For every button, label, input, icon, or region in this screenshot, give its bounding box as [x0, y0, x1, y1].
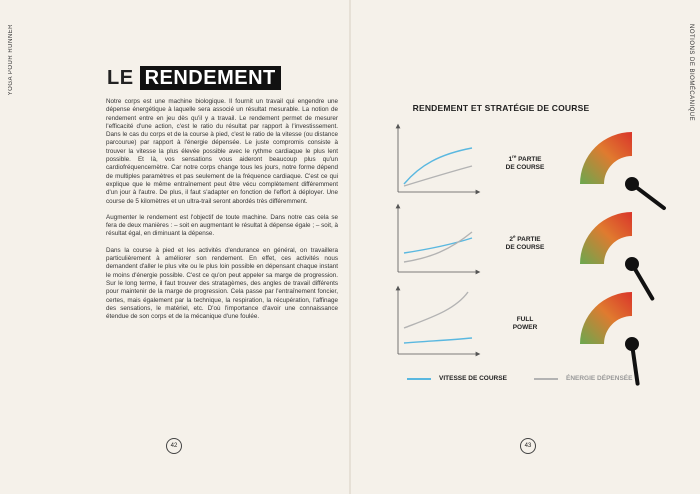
gauge-2 — [580, 212, 652, 298]
row-1-sup: re — [512, 154, 517, 159]
panel-1-speed-line — [404, 148, 472, 184]
panel-1-energy-line — [404, 166, 472, 186]
panel-3-speed-line — [404, 338, 472, 343]
paragraph-3: Dans la course à pied et les activités d'endurance en général, on travaillera particulièrement à améliorer son rendement. En effet, ces activités nous demandent d'aller le plus vite ou le plus loin possible en dépensant chaque instant le moins d'énergie possible. C'est ce qu'on peut appeler sa marge de progression. Sur le long terme, il faut trouver des stratagèmes, des angles de travail différents pour maintenir de la marge de progression. Cela passe par l'entraînement foncier, certes, mais également par la technique, la respiration, la récupération, l'affinage des sensations, le matériel, etc. D'où l'importance d'avoir une connaissance étendue de son corps et de la mécanique d'une foulée. — [106, 246, 338, 321]
legend-speed-swatch — [407, 378, 431, 380]
legend-speed — [407, 375, 507, 382]
running-header-left: YOGA POUR RUNNER — [8, 24, 14, 96]
row-1-main: 1 — [508, 156, 513, 164]
legend-energy-label: ÉNERGIE DÉPENSÉE — [566, 375, 633, 382]
row-1-line2: DE COURSE — [505, 164, 545, 172]
panel-3-axes — [398, 288, 478, 354]
paragraph-2: Augmenter le rendement est l'objectif de toute machine. Dans notre cas cela se fera de deux manières : – soit en augmentant le résultat à dépense égale ; – soit, à résultat égal, en diminuant la dépense. — [106, 213, 338, 238]
legend-energy-swatch — [534, 378, 558, 380]
page-number-left: 42 — [166, 438, 182, 454]
legend-energy — [534, 375, 632, 382]
running-header-right: NOTIONS DE BIOMÉCANIQUE — [688, 24, 694, 122]
title-plain: LE — [107, 66, 134, 89]
chart-title: RENDEMENT ET STRATÉGIE DE COURSE — [412, 103, 590, 113]
row-1-rest: PARTIE — [516, 156, 542, 164]
row-2-rest: PARTIE — [515, 236, 541, 244]
title-highlight: RENDEMENT — [140, 66, 281, 90]
panel-2-axes — [398, 206, 478, 272]
gauge-3 — [580, 292, 639, 384]
row-2-sup: e — [512, 234, 516, 239]
legend-speed-label: VITESSE DE COURSE — [439, 375, 507, 382]
gauge-1 — [580, 132, 664, 208]
panel-1-axes — [398, 126, 478, 192]
row-3-main: FULL — [516, 316, 534, 324]
row-2-line2: DE COURSE — [505, 244, 545, 252]
row-2-main: 2 — [509, 236, 513, 244]
panel-3-energy-line — [404, 292, 468, 328]
row-3-line2: POWER — [512, 324, 538, 332]
paragraph-1: Notre corps est une machine biologique. Il fournit un travail qui engendre une dépense énergétique à laquelle sera associé un résultat mesurable. La notion de rendement entre en jeu dès qu'il y a travail. Le rendement permet de mesurer l'efficacité d'une action, c'est le ratio du résultat par rapport à l'investissement. Dans le cas du corps et de la course à pied, c'est le ratio de la vitesse (ou distance parcourue) par rapport à l'énergie dépensée. Le juste compromis consiste à trouver la vitesse la plus élevée possible avec le rythme cardiaque le plus lent possible. Et là, vos sensations vous aideront beaucoup plus qu'un cardiofréquencemètre. Car notre corps change tous les jours, notre forme dépend de multiples paramètres et pas seulement de la fréquence cardiaque. C'est ce qui explique que le même entraînement peut être vécu complètement différemment d'un jour à l'autre. De plus, il faut s'adapter en fonction de l'effort à déployer. Une course de 5 kilomètres et un ultra-trail seront abordés très différemment. — [106, 98, 338, 205]
page-number-right: 43 — [520, 438, 536, 454]
